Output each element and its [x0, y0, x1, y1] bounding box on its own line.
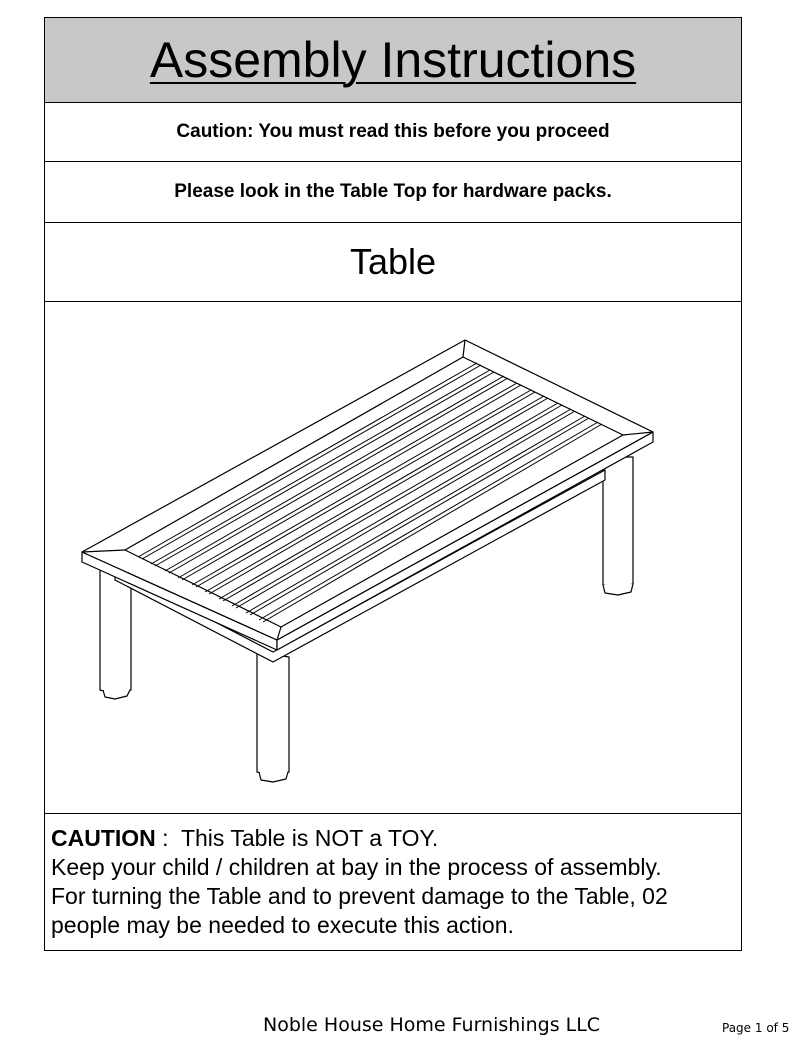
warning-line-2: Keep your child / children at bay in the process of assembly.: [51, 854, 662, 880]
footer-company: Noble House Home Furnishings LLC: [263, 1014, 601, 1036]
warning-line-1: CAUTION : This Table is NOT a TOY.: [51, 825, 439, 851]
title-banner: [45, 18, 741, 103]
caution-text: Caution: You must read this before you proceed: [176, 121, 610, 142]
instruction-sheet: [44, 17, 742, 951]
hardware-row: [45, 162, 741, 223]
page-number: Page 1 of 5: [722, 1021, 790, 1035]
warning-line-4: people may be needed to execute this action.: [51, 912, 514, 938]
warning-line-3: For turning the Table and to prevent damage to the Table, 02: [51, 883, 668, 909]
product-row: [45, 223, 741, 302]
table-line-drawing-icon: [45, 302, 740, 814]
product-name: Table: [349, 241, 437, 282]
table-illustration: [45, 302, 741, 814]
hardware-text: Please look in the Table Top for hardware packs.: [174, 181, 612, 202]
caution-row: [45, 103, 741, 162]
page-title: Assembly Instructions: [149, 32, 637, 88]
warning-block: [45, 814, 741, 950]
warning-label: CAUTION: [51, 825, 156, 851]
